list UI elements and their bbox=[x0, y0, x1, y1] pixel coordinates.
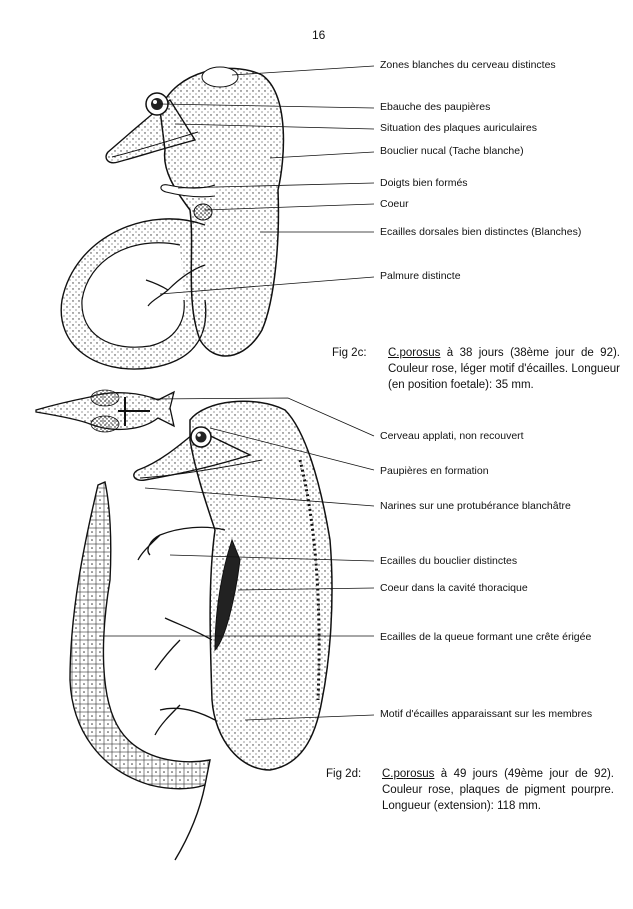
label-shield-scales: Ecailles du bouclier distinctes bbox=[380, 555, 518, 567]
caption-fig-2c bbox=[332, 345, 622, 395]
caption-fig-2c-text bbox=[388, 345, 620, 393]
caption-fig-2d-text bbox=[382, 766, 614, 814]
label-digits: Doigts bien formés bbox=[380, 177, 468, 189]
label-brain-zones: Zones blanches du cerveau distinctes bbox=[380, 59, 556, 71]
label-tail-crest: Ecailles de la queue formant une crête érigée bbox=[380, 631, 592, 643]
label-eyelids-forming: Paupières en formation bbox=[380, 465, 489, 477]
caption-fig-2d-species: C.porosus bbox=[382, 768, 435, 780]
label-webbing: Palmure distincte bbox=[380, 270, 461, 282]
label-eyelid-outline: Ebauche des paupières bbox=[380, 101, 491, 113]
caption-fig-2c-id: Fig 2c: bbox=[332, 347, 367, 359]
label-heart: Coeur bbox=[380, 198, 409, 210]
embryo-2c-drawing bbox=[61, 67, 283, 369]
label-ear-plates: Situation des plaques auriculaires bbox=[380, 122, 538, 134]
label-nuchal-shield: Bouclier nucal (Tache blanche) bbox=[380, 145, 524, 157]
label-flat-brain: Cerveau applati, non recouvert bbox=[380, 430, 524, 442]
label-heart-cavity: Coeur dans la cavité thoracique bbox=[380, 582, 528, 594]
caption-fig-2d-id: Fig 2d: bbox=[326, 768, 362, 780]
label-nostrils: Narines sur une protubérance blanchâtre bbox=[380, 500, 571, 512]
page-number: 16 bbox=[312, 28, 326, 42]
label-limb-scales: Motif d'écailles apparaissant sur les membres bbox=[380, 708, 593, 720]
caption-fig-2d-body: à 49 jours (49ème jour de 92). Couleur rose, plaques de pigment pourpre. Longueur (extension): 118 mm. bbox=[382, 768, 614, 812]
caption-fig-2c-body: à 38 jours (38ème jour de 92). Couleur rose, léger motif d'écailles. Longueur (en position foetale): 35 mm. bbox=[388, 347, 620, 391]
caption-fig-2d bbox=[326, 766, 616, 816]
embryo-2d-head-topview bbox=[36, 390, 174, 432]
caption-fig-2c-species: C.porosus bbox=[388, 347, 441, 359]
embryo-2d-drawing bbox=[70, 401, 332, 860]
label-dorsal-scales: Ecailles dorsales bien distinctes (Blanches) bbox=[380, 226, 582, 238]
